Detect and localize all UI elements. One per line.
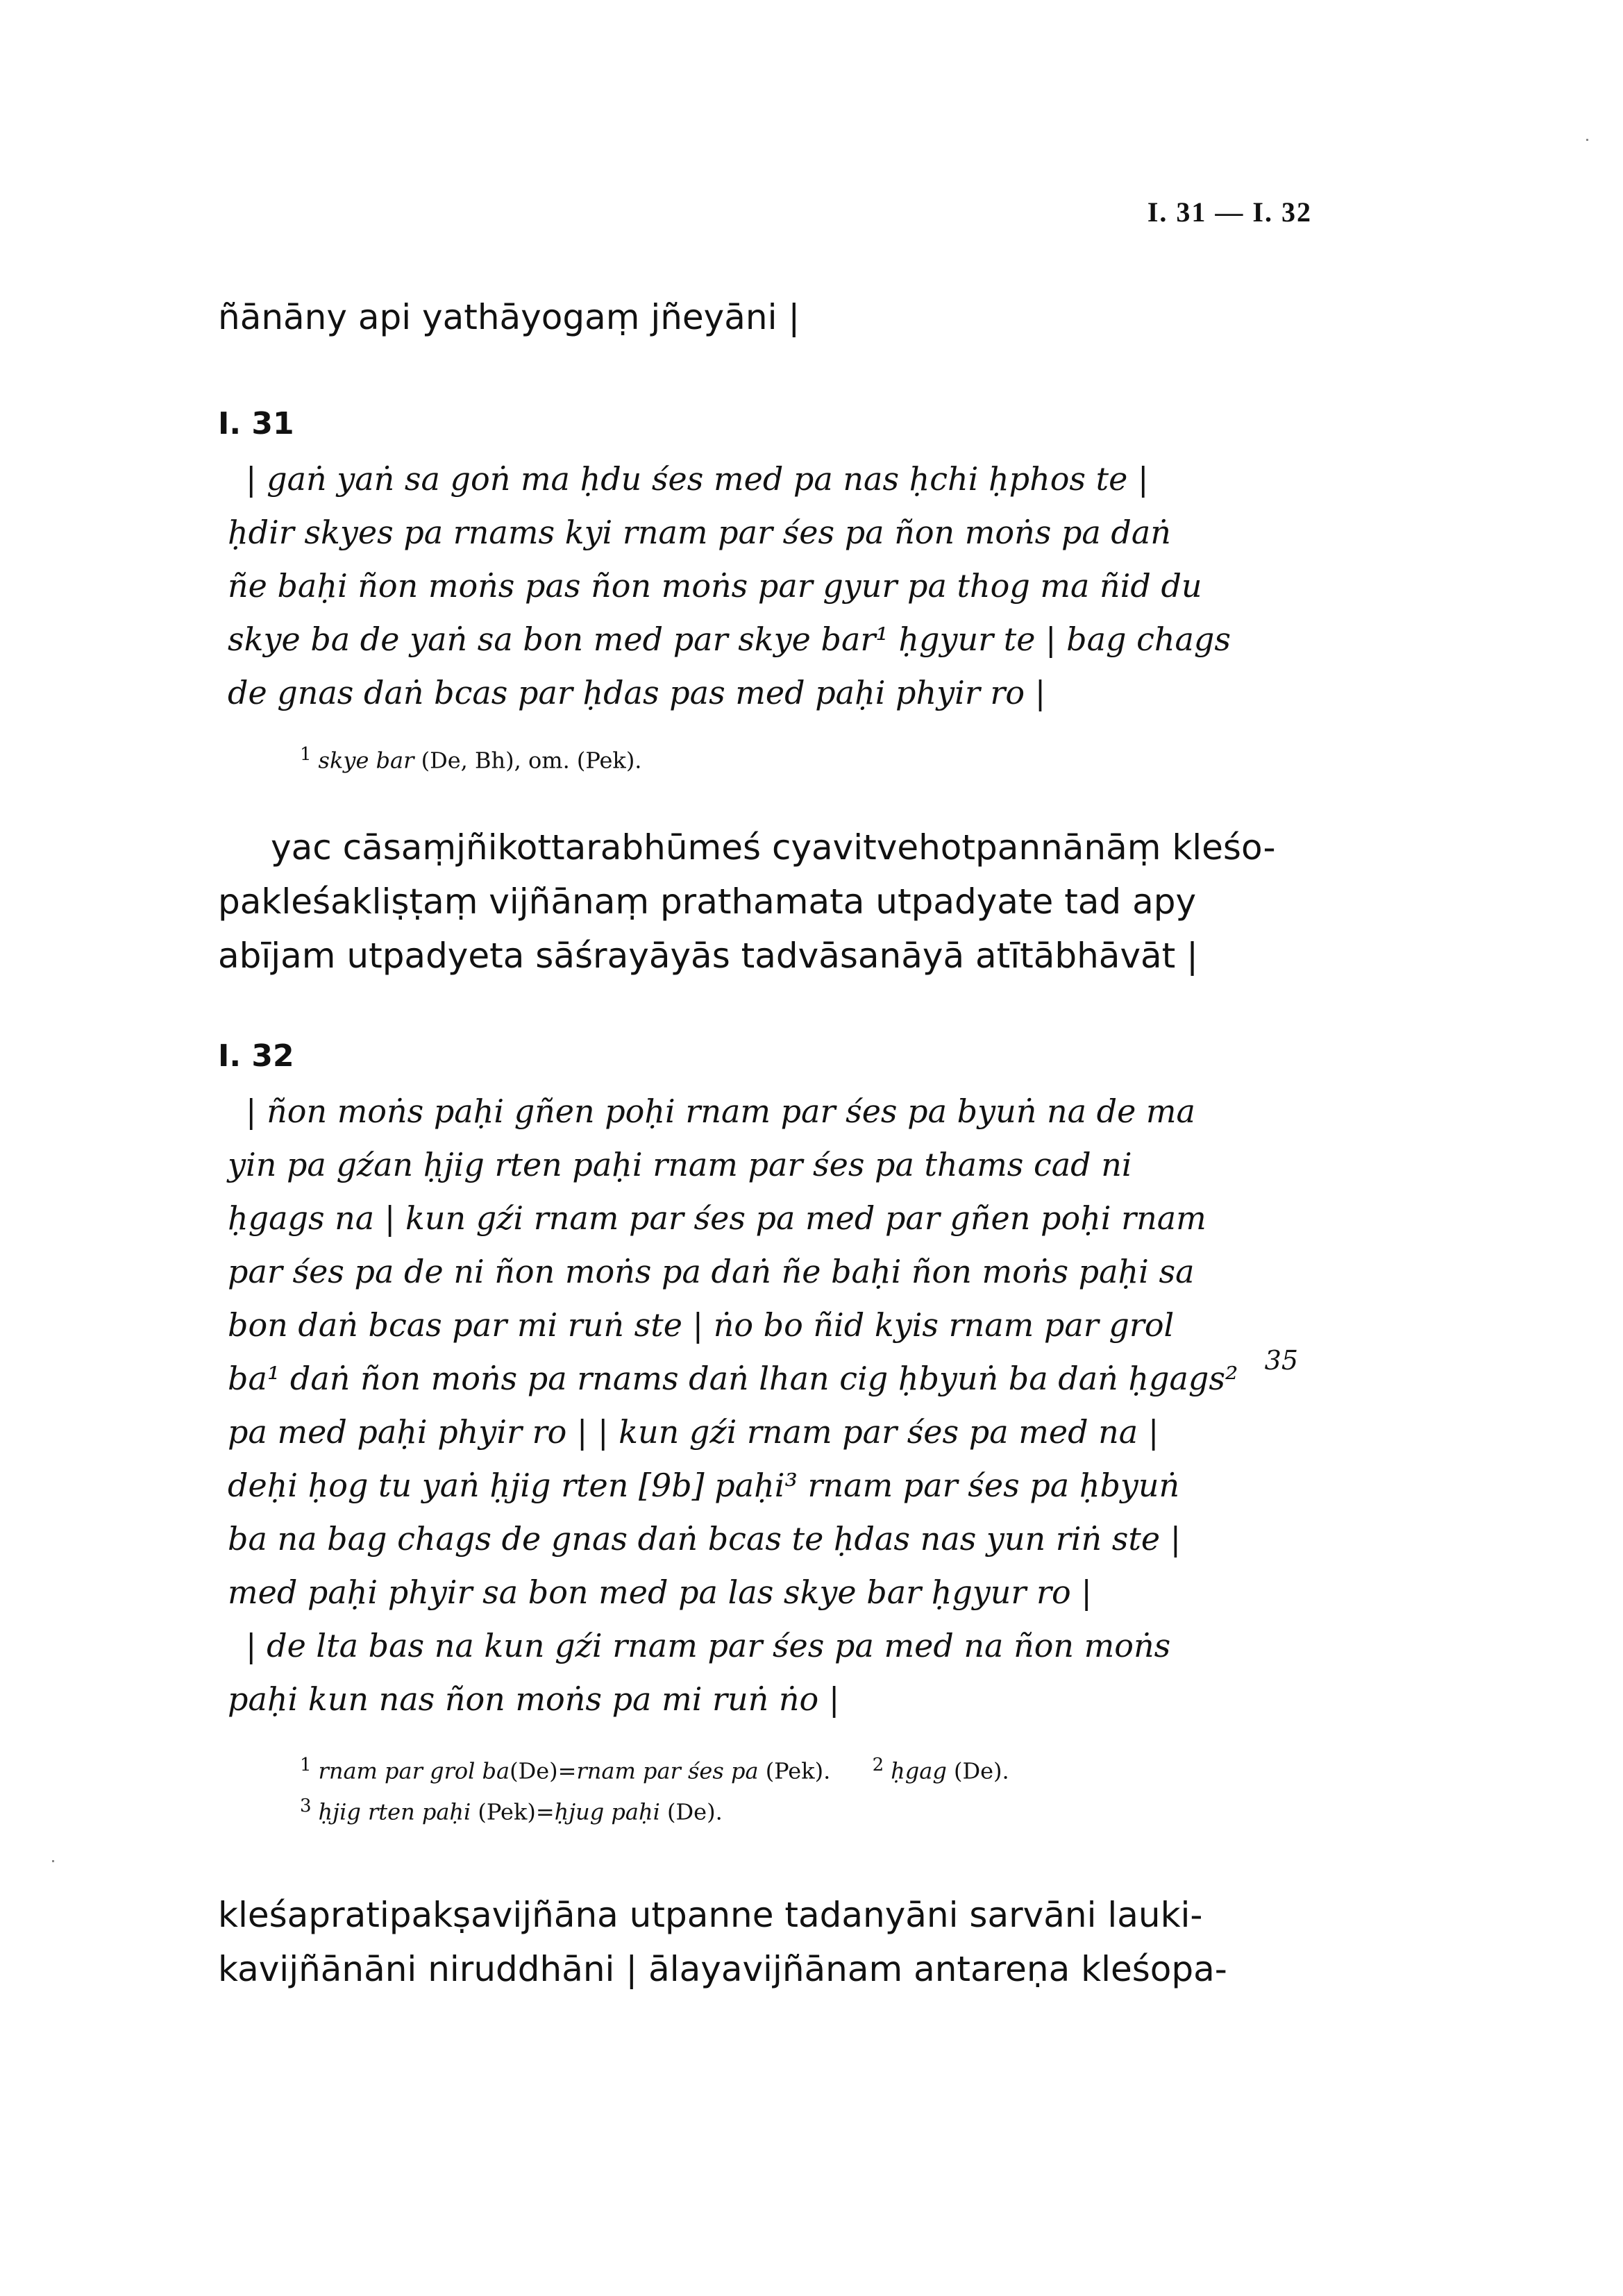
- sanskrit-line: pakleśakliṣṭaṃ vijñānaṃ prathamata utpadyate tad apy: [218, 881, 1197, 922]
- footnote-marker: 3: [300, 1795, 312, 1816]
- section-32-tibetan: [228, 1085, 1238, 1726]
- section-31-sanskrit: [218, 820, 1276, 983]
- tibetan-line: med paḥi phyir sa bon med pa las skye bar ḥgyur ro |: [228, 1573, 1092, 1611]
- footnote-marker: 1: [300, 1755, 312, 1775]
- footnote-italic: skye bar: [318, 747, 414, 774]
- section-31-heading: I. 31: [218, 406, 294, 441]
- footnote-marker: 1: [300, 744, 312, 765]
- footnote-italic: ḥjig rten paḥi: [318, 1798, 471, 1825]
- tibetan-line: par śes pa de ni ñon moṅs pa daṅ ñe baḥi ñon moṅs paḥi sa: [228, 1253, 1195, 1290]
- tibetan-line: ḥdir skyes pa rnams kyi rnam par śes pa ñon moṅs pa daṅ: [228, 514, 1171, 551]
- scan-speck: [1586, 139, 1588, 141]
- scan-speck: [52, 1860, 54, 1862]
- sanskrit-line: kleśapratipakṣavijñāna utpanne tadanyāni sarvāni lauki-: [218, 1895, 1203, 1935]
- section-32-sanskrit: [218, 1888, 1227, 1996]
- tibetan-line: de gnas daṅ bcas par ḥdas pas med paḥi phyir ro |: [228, 674, 1046, 711]
- intro-text: ñānāny api yathāyogaṃ jñeyāni |: [218, 297, 800, 337]
- tibetan-line: skye ba de yaṅ sa bon med par skye bar¹ ḥgyur te | bag chags: [228, 621, 1231, 658]
- tibetan-line: paḥi kun nas ñon moṅs pa mi ruṅ ṅo |: [228, 1680, 840, 1718]
- tibetan-line: | ñon moṅs paḥi gñen poḥi rnam par śes pa byuṅ na de ma: [246, 1092, 1195, 1130]
- tibetan-line: | de lta bas na kun gźi rnam par śes pa med na ñon moṅs: [246, 1627, 1171, 1664]
- tibetan-line: | gaṅ yaṅ sa goṅ ma ḥdu śes med pa nas ḥchi ḥphos te |: [246, 460, 1149, 498]
- sanskrit-line: yac cāsaṃjñikottarabhūmeś cyavitvehotpannānāṃ kleśo-: [271, 827, 1276, 868]
- footnote-marker: 2: [872, 1755, 884, 1775]
- section-31-footnote: [300, 737, 641, 778]
- tibetan-line: ḥgags na | kun gźi rnam par śes pa med par gñen poḥi rnam: [228, 1199, 1206, 1237]
- tibetan-line: ba¹ daṅ ñon moṅs pa rnams daṅ lhan cig ḥbyuṅ ba daṅ ḥgags²: [228, 1360, 1238, 1397]
- footnote-text: (De, Bh), om. (Pek).: [414, 747, 642, 774]
- footnote-text: (De)=: [510, 1757, 577, 1784]
- page-number: 35: [1264, 1345, 1298, 1376]
- sanskrit-line: kavijñānāni niruddhāni | ālayavijñānam antareṇa kleśopa-: [218, 1949, 1227, 1989]
- footnote-italic: ḥjug paḥi: [554, 1798, 660, 1825]
- section-32-heading: I. 32: [218, 1038, 294, 1074]
- footnote-italic: rnam par śes pa: [576, 1757, 759, 1784]
- tibetan-line: bon daṅ bcas par mi ruṅ ste | ṅo bo ñid kyis rnam par grol: [228, 1306, 1175, 1344]
- sanskrit-line: abījam utpadyeta sāśrayāyās tadvāsanāyā atītābhāvāt |: [218, 936, 1199, 976]
- tibetan-line: deḥi ḥog tu yaṅ ḥjig rten [9b] paḥi³ rnam par śes pa ḥbyuṅ: [228, 1467, 1180, 1504]
- footnote-text: (De).: [946, 1757, 1009, 1784]
- footnote-italic: ḥgag: [891, 1757, 947, 1784]
- tibetan-line: ñe baḥi ñon moṅs pas ñon moṅs par gyur pa thog ma ñid du: [228, 567, 1202, 605]
- footnote-text: (Pek)=: [471, 1798, 555, 1825]
- footnote-text: (Pek).: [758, 1757, 831, 1784]
- running-head: I. 31 — I. 32: [1147, 196, 1312, 228]
- footnote-italic: rnam par grol ba: [318, 1757, 510, 1784]
- section-31-tibetan: [228, 453, 1231, 720]
- footnote-line: [300, 1748, 1009, 1789]
- tibetan-line: yin pa gźan ḥjig rten paḥi rnam par śes pa thams cad ni: [228, 1146, 1132, 1183]
- intro-line: [218, 290, 800, 344]
- footnote-text: (De).: [659, 1798, 723, 1825]
- section-32-footnotes: [300, 1748, 1009, 1829]
- footnote-line: [300, 1789, 1009, 1830]
- tibetan-line: pa med paḥi phyir ro | | kun gźi rnam par śes pa med na |: [228, 1413, 1159, 1451]
- tibetan-line: ba na bag chags de gnas daṅ bcas te ḥdas nas yun riṅ ste |: [228, 1520, 1181, 1558]
